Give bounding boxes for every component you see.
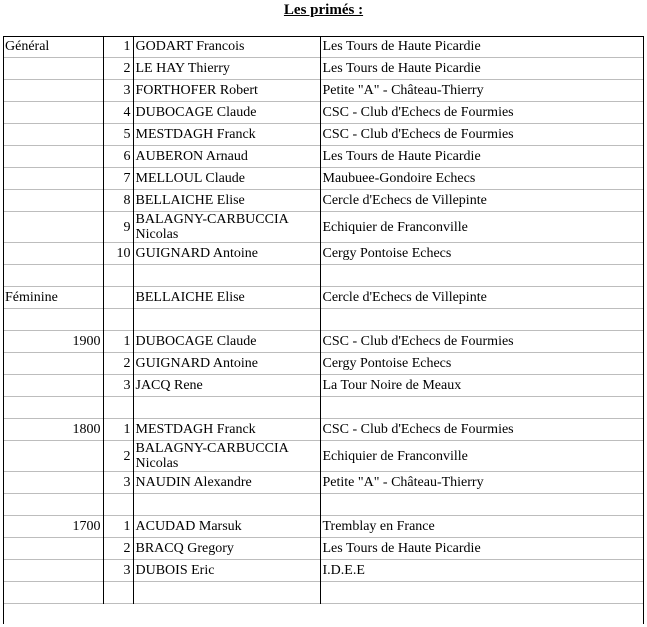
rank-cell xyxy=(103,494,133,516)
rank-cell: 1 xyxy=(103,331,133,353)
category-cell: 1900 xyxy=(72,334,101,349)
category-cell xyxy=(3,58,103,80)
club-cell: Les Tours de Haute Picardie xyxy=(320,36,644,58)
prize-table-body xyxy=(3,36,644,604)
rank-cell: 1 xyxy=(103,36,133,58)
club-cell xyxy=(320,582,644,604)
player-name-cell: MESTDAGH Franck xyxy=(133,124,320,146)
club-cell: Cergy Pontoise Echecs xyxy=(320,353,644,375)
rank-cell: 6 xyxy=(103,146,133,168)
table-row xyxy=(3,287,644,309)
club-cell: Petite "A" - Château-Thierry xyxy=(320,80,644,102)
player-name-cell xyxy=(133,265,320,287)
table-row xyxy=(3,102,644,124)
rank-cell: 1 xyxy=(103,419,133,441)
rank-cell xyxy=(103,582,133,604)
table-row xyxy=(3,58,644,80)
category-cell xyxy=(3,472,103,494)
category-cell xyxy=(3,80,103,102)
player-name-cell: GUIGNARD Antoine xyxy=(133,243,320,265)
club-cell: CSC - Club d'Echecs de Fourmies xyxy=(320,124,644,146)
category-cell: Général xyxy=(5,39,50,54)
rank-cell: 8 xyxy=(103,190,133,212)
category-cell xyxy=(3,212,103,243)
category-cell xyxy=(3,309,103,331)
club-cell: Tremblay en France xyxy=(320,516,644,538)
player-name-cell: DUBOCAGE Claude xyxy=(133,102,320,124)
table-row xyxy=(3,309,644,331)
club-cell: Cercle d'Echecs de Villepinte xyxy=(320,190,644,212)
player-name-cell: FORTHOFER Robert xyxy=(133,80,320,102)
player-name-cell: MESTDAGH Franck xyxy=(133,419,320,441)
table-row xyxy=(3,397,644,419)
table-row xyxy=(3,494,644,516)
rank-cell: 3 xyxy=(103,472,133,494)
club-cell: La Tour Noire de Meaux xyxy=(320,375,644,397)
rank-cell: 7 xyxy=(103,168,133,190)
club-cell: Maubuee-Gondoire Echecs xyxy=(320,168,644,190)
table-row xyxy=(3,212,644,243)
club-cell: CSC - Club d'Echecs de Fourmies xyxy=(320,331,644,353)
category-cell xyxy=(3,124,103,146)
category-cell xyxy=(3,582,103,604)
player-name-cell: JACQ Rene xyxy=(133,375,320,397)
club-cell xyxy=(320,265,644,287)
player-name-cell xyxy=(133,397,320,419)
club-cell xyxy=(320,309,644,331)
table-row xyxy=(3,419,644,441)
club-cell: CSC - Club d'Echecs de Fourmies xyxy=(320,419,644,441)
player-name-cell xyxy=(133,494,320,516)
player-name-cell: GUIGNARD Antoine xyxy=(133,353,320,375)
club-cell: CSC - Club d'Echecs de Fourmies xyxy=(320,102,644,124)
player-name-cell xyxy=(133,582,320,604)
player-name-cell: BALAGNY-CARBUCCIA Nicolas xyxy=(133,441,320,472)
category-cell xyxy=(3,375,103,397)
category-cell: 1700 xyxy=(72,519,101,534)
rank-cell: 3 xyxy=(103,80,133,102)
rank-cell: 2 xyxy=(103,538,133,560)
player-name-cell: NAUDIN Alexandre xyxy=(133,472,320,494)
player-name-cell: AUBERON Arnaud xyxy=(133,146,320,168)
player-name-cell: BRACQ Gregory xyxy=(133,538,320,560)
rank-cell: 9 xyxy=(103,212,133,243)
club-cell: Les Tours de Haute Picardie xyxy=(320,146,644,168)
category-cell xyxy=(3,397,103,419)
rank-cell: 4 xyxy=(103,102,133,124)
rank-cell xyxy=(103,287,133,309)
rank-cell: 3 xyxy=(103,560,133,582)
table-row xyxy=(3,168,644,190)
category-cell xyxy=(3,560,103,582)
table-row xyxy=(3,124,644,146)
table-row xyxy=(3,560,644,582)
player-name-cell: BELLAICHE Elise xyxy=(133,190,320,212)
category-cell xyxy=(3,353,103,375)
rank-cell: 1 xyxy=(103,516,133,538)
club-cell: I.D.E.E xyxy=(320,560,644,582)
rank-cell: 2 xyxy=(103,353,133,375)
player-name-cell: DUBOIS Eric xyxy=(133,560,320,582)
club-cell: Les Tours de Haute Picardie xyxy=(320,58,644,80)
rank-cell: 3 xyxy=(103,375,133,397)
rank-cell xyxy=(103,309,133,331)
club-cell: Cercle d'Echecs de Villepinte xyxy=(320,287,644,309)
category-cell xyxy=(3,190,103,212)
table-row xyxy=(3,331,644,353)
table-row xyxy=(3,80,644,102)
category-cell xyxy=(3,146,103,168)
table-row xyxy=(3,375,644,397)
category-cell xyxy=(3,265,103,287)
player-name-cell: DUBOCAGE Claude xyxy=(133,331,320,353)
category-cell xyxy=(3,243,103,265)
rank-cell xyxy=(103,265,133,287)
player-name-cell: ACUDAD Marsuk xyxy=(133,516,320,538)
table-row xyxy=(3,353,644,375)
table-row xyxy=(3,516,644,538)
player-name-cell: MELLOUL Claude xyxy=(133,168,320,190)
table-row xyxy=(3,538,644,560)
table-row xyxy=(3,472,644,494)
table-row xyxy=(3,243,644,265)
club-cell: Les Tours de Haute Picardie xyxy=(320,538,644,560)
club-cell: Echiquier de Franconville xyxy=(320,441,644,472)
club-cell xyxy=(320,494,644,516)
club-cell: Echiquier de Franconville xyxy=(320,212,644,243)
player-name-cell: BALAGNY-CARBUCCIA Nicolas xyxy=(133,212,320,243)
table-row xyxy=(3,441,644,472)
player-name-cell: LE HAY Thierry xyxy=(133,58,320,80)
category-cell xyxy=(3,494,103,516)
category-cell xyxy=(3,102,103,124)
club-cell: Cergy Pontoise Echecs xyxy=(320,243,644,265)
table-row xyxy=(3,190,644,212)
rank-cell: 10 xyxy=(103,243,133,265)
player-name-cell: GODART Francois xyxy=(133,36,320,58)
category-cell xyxy=(3,168,103,190)
category-cell xyxy=(3,538,103,560)
category-cell: Féminine xyxy=(5,290,58,305)
club-cell: Petite "A" - Château-Thierry xyxy=(320,472,644,494)
prize-table xyxy=(3,36,644,604)
rank-cell xyxy=(103,397,133,419)
page-title: Les primés : xyxy=(283,2,364,18)
rank-cell: 2 xyxy=(103,58,133,80)
club-cell xyxy=(320,397,644,419)
category-cell: 1800 xyxy=(72,422,101,437)
table-row xyxy=(3,146,644,168)
rank-cell: 2 xyxy=(103,441,133,472)
player-name-cell xyxy=(133,309,320,331)
player-name-cell: BELLAICHE Elise xyxy=(133,287,320,309)
rank-cell: 5 xyxy=(103,124,133,146)
category-cell xyxy=(3,441,103,472)
table-row xyxy=(3,265,644,287)
table-row xyxy=(3,36,644,58)
table-row xyxy=(3,582,644,604)
